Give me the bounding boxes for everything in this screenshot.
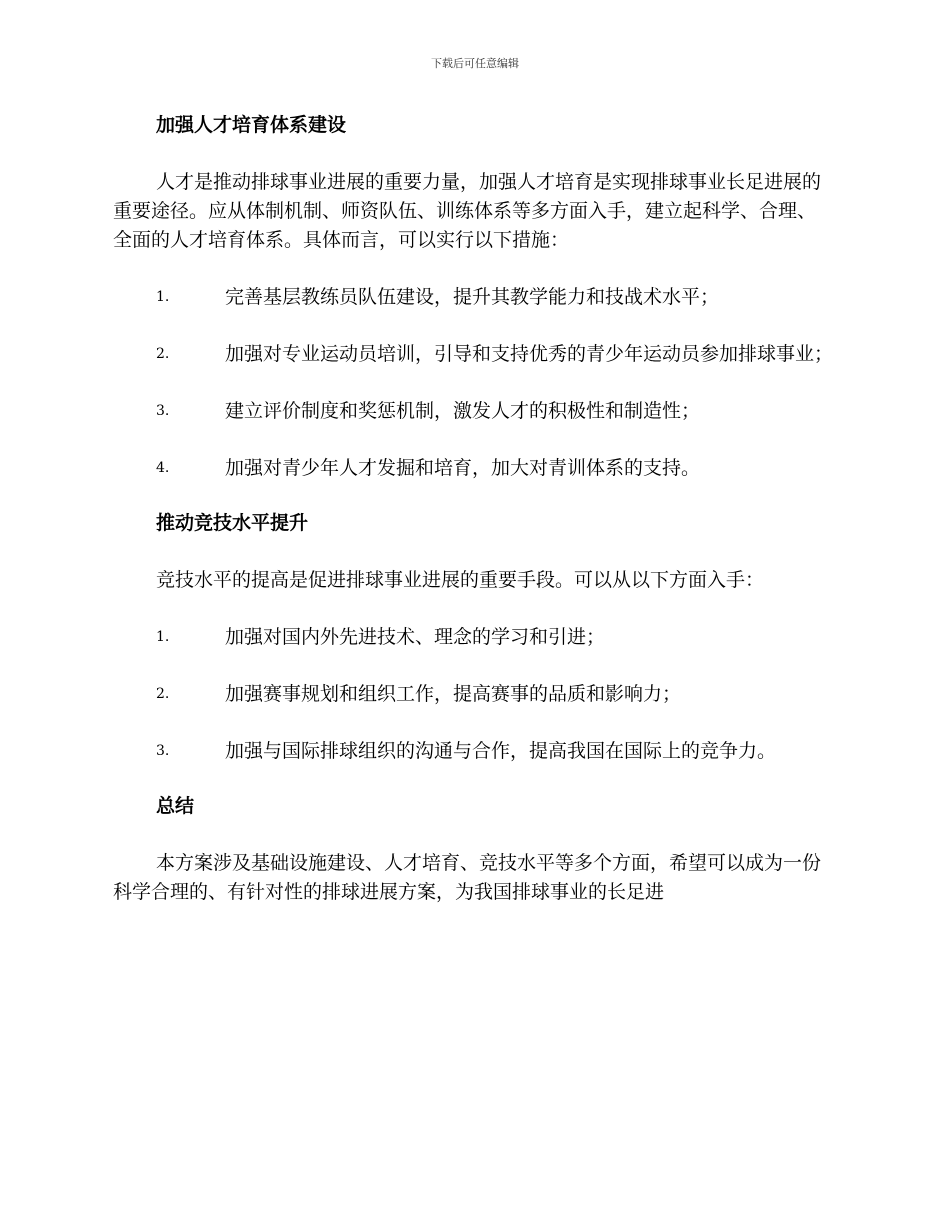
list-item (113, 737, 833, 766)
list-number: 2. (156, 686, 170, 702)
list-text: 完善基层教练员队伍建设，提升其教学能力和技战术水平； (225, 286, 720, 308)
section-heading: 总结 (156, 795, 195, 817)
list-number: 2. (156, 346, 170, 362)
list-text: 加强对国内外先进技术、理念的学习和引进； (225, 626, 606, 648)
section-paragraph: 人才是推动排球事业进展的重要力量，加强人才培育是实现排球事业长足进展的重要途径。应从体制机制、师资队伍、训练体系等多方面入手，建立起科学、合理、全面的人才培育体系。具体而言，可以实行以下措施： (113, 171, 822, 251)
page-header: 下载后可任意编辑 (431, 57, 519, 70)
list-text: 建立评价制度和奖惩机制，激发人才的积极性和制造性； (225, 400, 701, 422)
list-number: 4. (156, 460, 170, 476)
list-number: 1. (156, 289, 170, 305)
section-paragraph: 本方案涉及基础设施建设、人才培育、竞技水平等多个方面，希望可以成为一份科学合理的、有针对性的排球进展方案，为我国排球事业的长足进 (113, 852, 822, 903)
list-item (113, 623, 833, 652)
list-item (113, 397, 833, 426)
list-number: 1. (156, 629, 170, 645)
list-number: 3. (156, 403, 170, 419)
list-item (113, 454, 833, 483)
list-text: 加强赛事规划和组织工作，提高赛事的品质和影响力； (225, 683, 682, 705)
list-item (113, 340, 833, 369)
section-heading: 推动竞技水平提升 (156, 512, 309, 534)
list-item (113, 283, 833, 312)
section-heading: 加强人才培育体系建设 (156, 114, 347, 136)
list-text: 加强对青少年人才发掘和培育，加大对青训体系的支持。 (225, 457, 701, 479)
list-text: 加强对专业运动员培训，引导和支持优秀的青少年运动员参加排球事业； (225, 343, 834, 365)
list-text: 加强与国际排球组织的沟通与合作，提高我国在国际上的竞争力。 (225, 740, 777, 762)
list-number: 3. (156, 743, 170, 759)
section-paragraph: 竞技水平的提高是促进排球事业进展的重要手段。可以从以下方面入手： (156, 569, 765, 591)
list-item (113, 680, 833, 709)
document-body (113, 111, 833, 935)
